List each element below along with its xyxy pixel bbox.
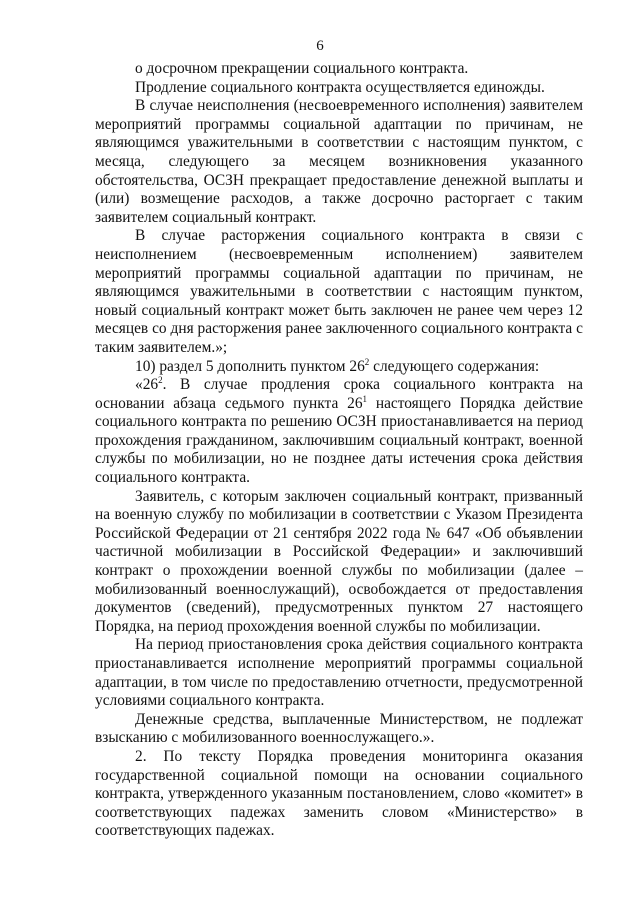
paragraph-4: В случае расторжения социального контракта в связи с неисполнением (несвоевременным исполнением) заявителем мероприятий программы социальной адаптации по причинам, не являющимся уважительными в соответствии с настоящим пунктом, новый социальный контракт может быть заключен не ранее чем через 12 месяцев со дня расторжения ранее заключенного социального контракта с таким заявителем.»; <box>95 227 583 356</box>
paragraph-1: о досрочном прекращении социального контракта. <box>135 60 469 77</box>
paragraph-7: Заявитель, с которым заключен социальный контракт, призванный на военную службу по мобилизации в соответствии с Указом Президента Российской Федерации от 21 сентября 2022 года № 647 «Об объявлении частичной мобилизации в Российской Федерации» и заключивший контракт о прохождении военной службы по мобилизации (далее – мобилизованный военнослужащий), освобождается от предоставления документов (сведений), предусмотренных пунктом 27 настоящего Порядка, на период прохождения военной службы по мобилизации. <box>95 487 583 635</box>
paragraph-6-text-b: . В случае продления срока социального контракта на основании абзаца седьмого пункта 26 <box>95 376 583 412</box>
paragraph-6 <box>95 376 583 488</box>
paragraph-6-superscript-2: 1 <box>362 393 368 404</box>
paragraph-3: В случае неисполнения (несвоевременного исполнения) заявителем мероприятий программы социальной адаптации по причинам, не являющимся уважительными в соответствии с настоящим пунктом, с месяца, следующего за месяцем возникновения указанного обстоятельства, ОСЗН прекращает предоставление денежной выплаты и (или) возмещение расходов, а также досрочно расторгает с таким заявителем социальный контракт. <box>95 97 583 226</box>
paragraph-5-text-b: следующего содержания: <box>369 357 540 375</box>
paragraph-5-text-a: 10) раздел 5 дополнить пунктом 26 <box>135 357 365 375</box>
paragraph-6-text-a: «26 <box>135 376 159 394</box>
paragraph-6-text-c: настоящего Порядка действие социального контракта по решению ОСЗН приостанавливается на период прохождения гражданином, заключившим социальный контракт, военной службы по мобилизации, но не позднее даты истечения срока действия социального контракта. <box>95 394 583 487</box>
page-number: 6 <box>316 38 324 54</box>
paragraph-5-superscript: 2 <box>364 356 370 367</box>
paragraph-6-superscript-1: 2 <box>158 374 163 385</box>
paragraph-5 <box>95 358 583 377</box>
paragraph-10: 2. По тексту Порядка проведения мониторинга оказания государственной социальной помощи на основании социального контракта, утвержденного указанным постановлением, слово «комитет» в соответствующих падежах заменить словом «Министерство» в соответствующих падежах. <box>95 747 583 840</box>
paragraph-9: Денежные средства, выплаченные Министерством, не подлежат взысканию с мобилизованного военнослужащего.». <box>95 710 583 747</box>
document-body <box>95 60 583 841</box>
paragraph-8: На период приостановления срока действия социального контракта приостанавливается исполнение мероприятий программы социальной адаптации, в том числе по предоставлению отчетности, предусмотренной условиями социального контракта. <box>95 636 583 710</box>
paragraph-2: Продление социального контракта осуществляется единожды. <box>135 78 545 96</box>
